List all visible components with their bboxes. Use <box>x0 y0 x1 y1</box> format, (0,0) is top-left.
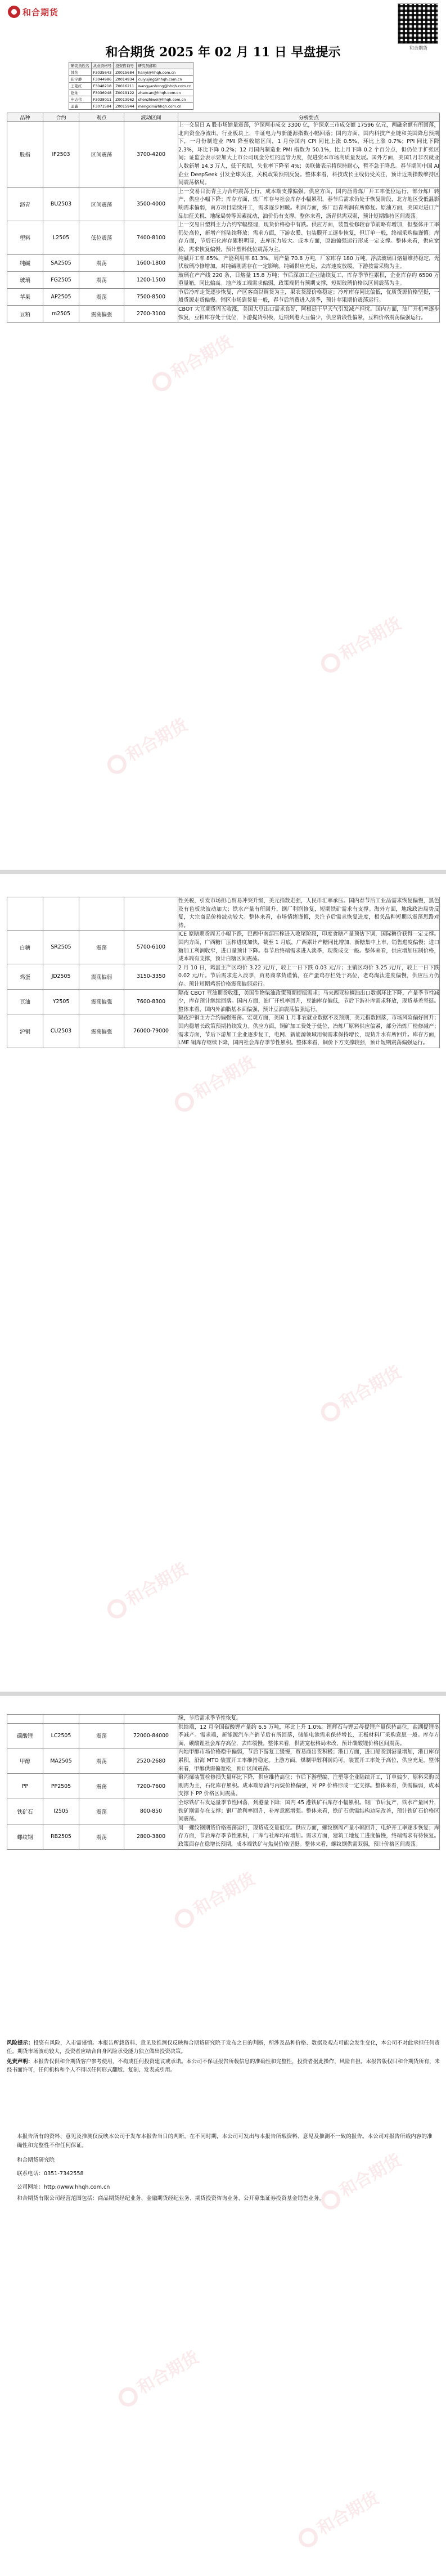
analysis-text: 性关税，引发市场担心贸易冲突升级，美元指数走强，人民币汇率承压。国内春节后工业品需求恢复偏慢，黑色及有色板块波动加大；铁水产量有所回升，钢厂利润修复，短期铁矿需求有支撑。海外方面，地缘政治局势反复，大宗商品价格波动较大。整体来看，市场情绪谨慎，关注节后需求恢复进度，相关品种短期以震荡思路对待。 <box>178 897 440 931</box>
contract-code: IF2503 <box>43 122 79 188</box>
commodity-name: 苹果 <box>7 288 43 305</box>
contract-code: MA2505 <box>43 1748 79 1774</box>
commodity-name: 白糖 <box>7 931 43 964</box>
commodity-row <box>7 306 440 323</box>
commodity-row <box>7 931 440 964</box>
commodity-row <box>7 221 440 254</box>
analyst-info-cell: Z0014934 <box>114 76 136 83</box>
commodity-name: 铁矿石 <box>7 1799 43 1824</box>
outlook-table-2 <box>7 897 440 1048</box>
analyst-name-cell: 研究员姓名 <box>69 62 92 69</box>
analyst-info-cell: 投资咨询号 <box>114 62 136 69</box>
price-range: 3700-4200 <box>124 122 178 188</box>
market-view <box>79 1715 124 1724</box>
brand-name: 和合期货 <box>22 7 59 17</box>
disclaimer-label: 免责声明： <box>7 2059 33 2065</box>
commodity-row <box>7 254 440 271</box>
commodity-name: 沥青 <box>7 187 43 221</box>
commodity-row <box>7 989 440 1014</box>
price-range: 1600-1800 <box>124 254 178 271</box>
analyst-info-cell: Z0013962 <box>114 96 136 103</box>
analysis-text: 玻璃在产产线 220 条，日熔量 15.8 万吨；节后深加工企业陆续复工，库存季节性累积，企业库存约 6500 万重量箱，同比偏高。地产竣工端需求偏弱，政策端仍有预期支撑，短期玻璃价格以区间震荡为主。 <box>178 271 440 288</box>
market-view: 震荡偏强 <box>79 306 124 323</box>
contract-code <box>43 1715 79 1724</box>
market-view: 震荡偏强 <box>79 1014 124 1048</box>
analyst-name-cell: 申志伟 <box>69 96 92 103</box>
commodity-row <box>7 271 440 288</box>
analyst-info-cell: wangyanhong@hhqh.com.cn <box>136 83 193 90</box>
analysis-text: 隔夜沪铜主力合约偏强震荡。宏观方面，美国 1 月非农就业数据不及预期，美元指数回落，市场风险偏好回升；国内稳增长政策预期持续发力。供应方面，铜矿加工费处于低位，冶炼厂原料供应偏紧，部分冶炼厂检修减产；需求方面，节后下游加工企业逐步复工，电网、新能源领域用铜需求保持增长，现货升水有所回升。库存方面，LME 铜库存继续下降，国内社会库存季节性累积。整体来看，铜价下方支撑较强，预计短期震荡偏强运行。 <box>178 1014 440 1048</box>
price-range: 3500-4000 <box>124 187 178 221</box>
contract-code: LC2505 <box>43 1723 79 1748</box>
contract-code: Y2505 <box>43 989 79 1014</box>
analysis-text: 2 月 10 日，鸡蛋主产区均价 3.22 元/斤，较上一日下跌 0.03 元/斤；主销区均价 3.25 元/斤，较上一日下跌 0.02 元/斤。节后需求进入淡季，贸易商拿货谨慎，在产蛋鸡存栏处于高位，老鸡淘汰进度偏慢，供应压力仍存。预计短期鸡蛋价格震荡偏弱运行。 <box>178 964 440 989</box>
analyst-row <box>69 96 193 103</box>
analyst-info-cell: hanyi@hhqh.com.cn <box>136 69 193 76</box>
commodity-name: 豆油 <box>7 989 43 1014</box>
contract-code: AP2505 <box>43 288 79 305</box>
commodity-name: 塑料 <box>7 221 43 254</box>
analyst-name-cell: 韩怡 <box>69 69 92 76</box>
price-range: 2520-2680 <box>124 1748 178 1774</box>
analyst-info-cell: 从业资格号 <box>91 62 114 69</box>
market-view: 低位震荡 <box>79 221 124 254</box>
market-view: 震荡 <box>79 288 124 305</box>
analyst-info-cell: 研究员邮箱 <box>136 62 193 69</box>
contract-code: JD2505 <box>43 964 79 989</box>
price-range: 7400-8100 <box>124 221 178 254</box>
analyst-name-cell: 崔宇静 <box>69 76 92 83</box>
market-view: 震荡 <box>79 1774 124 1799</box>
market-view: 震荡偏强 <box>79 989 124 1014</box>
analysis-text: 纯碱开工率 85%，产能利用率 81.3%，周产量 70.8 万吨，厂家库存 180 万吨。浮法玻璃日熔量维持稳定，光伏玻璃冷修增加，对纯碱刚需存在一定影响。纯碱供应充足，去库速度放缓，下游按需采购为主。 <box>178 254 440 271</box>
analysis-text: CBOT 大豆期货周五收涨，美国大豆出口需求良好，阿根廷干旱天气引发减产担忧。国内方面，油厂开机率逐步恢复，豆粕库存处于低位，下游提货积极，近期到港大豆偏少，供应阶段性偏紧，豆粕价格震荡偏强运行。 <box>178 306 440 323</box>
market-view: 震荡 <box>79 1824 124 1849</box>
analysis-text: 聚丙烯装置检修损失量环比下降，供应维持高位；节后下游塑编、注塑等企业陆续开工，订单偏少，原料采购以刚需为主，石化库存累积。成本端原油与丙烷价格偏强，对 PP 价格形成一定支撑。整体来看，供需偏弱，成本支撑下 PP 价格区间震荡。 <box>178 1774 440 1799</box>
commodity-row <box>7 1824 440 1849</box>
analyst-info-cell: cuiyujing@hhqh.com.cn <box>136 76 193 83</box>
contract-code: m2505 <box>43 306 79 323</box>
column-header-name: 品种 <box>7 113 43 122</box>
commodity-row <box>7 122 440 188</box>
contact-block <box>17 2132 433 2203</box>
analyst-info-cell: mengxin@hhqh.com.cn <box>136 103 193 110</box>
price-range: 7600-8300 <box>124 989 178 1014</box>
price-range: 3150-3350 <box>124 964 178 989</box>
commodity-name: 股指 <box>7 122 43 188</box>
contract-code: SR2505 <box>43 931 79 964</box>
disclaimer-text: 本报告仅供和合期货客户参考使用，不构成任何投资建议或承诺。本公司不保证报告所载信息的准确性和完整性，投资者据此操作，风险自担。本报告版权归和合期货所有，未经书面许可，任何机构和个人不得以任何形式翻版、复制、发表或引用。 <box>7 2059 440 2073</box>
market-view: 区间震荡 <box>79 122 124 188</box>
analyst-name-cell: 孟鑫 <box>69 103 92 110</box>
analysis-text: 周一螺纹钢期货价格震荡运行，现货成交量低位。供应方面，螺纹钢周产量小幅回升，电炉开工率逐步恢复；库存方面，节后库存季节性累积，厂库与社库均有增加。需求方面，建筑工地复工进度偏慢，终端需求有待恢复。政策面存在稳增长预期，成本端铁矿与焦炭价格坚挺。整体来看，螺纹钢供需双弱，预计价格区间震荡。 <box>178 1824 440 1849</box>
market-view: 震荡 <box>79 931 124 964</box>
market-view: 震荡 <box>79 1723 124 1748</box>
price-range: 72000-84000 <box>124 1723 178 1748</box>
column-header-view: 观点 <box>79 113 124 122</box>
contact-scope: 和合期货有限公司经营范围包括：商品期货经纪业务、金融期货经纪业务、期货投资咨询业务、公开募集证券投资基金销售业务。 <box>17 2195 325 2202</box>
commodity-row <box>7 1014 440 1048</box>
price-range: 5700-6100 <box>124 931 178 964</box>
contract-code: RB2505 <box>43 1824 79 1849</box>
price-range <box>124 897 178 931</box>
commodity-name: 纯碱 <box>7 254 43 271</box>
contact-dept: 和合期货研究院 <box>17 2157 55 2163</box>
analyst-info-cell: zhaocan@hhqh.com.cn <box>136 90 193 96</box>
analyst-info-cell: Z0019122 <box>114 90 136 96</box>
analyst-row <box>69 90 193 96</box>
qr-code-icon <box>398 3 438 44</box>
commodity-name: 沪铜 <box>7 1014 43 1048</box>
commodity-name: 玻璃 <box>7 271 43 288</box>
commodity-row <box>7 897 440 931</box>
page-separator <box>0 1692 446 1696</box>
commodity-name <box>7 897 43 931</box>
column-header-code: 合约 <box>43 113 79 122</box>
analyst-row <box>69 83 193 90</box>
analysis-text: 隔夜 CBOT 豆油期货收涨，美国生物柴油政策预期提振需求；马来西亚棕榈油出口数据环比下降，产量季节性减少，库存预计继续回落。国内方面，油厂开机率回升，豆油库存偏低，节后下游补库需求释放，现货基差坚挺。整体来看，国内外油脂基本面偏强，预计豆油震荡偏强运行。 <box>178 989 440 1014</box>
contract-code: PP2505 <box>43 1774 79 1799</box>
analyst-info-cell: Z0015944 <box>114 103 136 110</box>
commodity-row <box>7 187 440 221</box>
analysis-text: 缘，节后需求季节性恢复。 <box>178 1715 440 1724</box>
contact-intro: 本报告所有的资料、意见及推测仅反映本公司于发布本报告当日的判断，在不同时期，本公司可发出与本报告所载资料、意见及推测不一致的报告。本公司对报告所载内容的准确性和完整性不作任何保证。 <box>17 2134 433 2149</box>
market-view: 震荡 <box>79 1799 124 1824</box>
page-1 <box>0 0 446 870</box>
analysis-text: 内地甲醇市场价格稳中偏弱，节后下游复工缓慢，贸易商出货积极；港口方面，进口船货到港量增加，港口库存累积，沿海 MTO 装置开工率维持稳定。上游方面，煤制甲醇利润尚可，装置开工率处于高位，供应充足。整体来看，甲醇供需偏宽松，预计区间震荡。 <box>178 1748 440 1774</box>
column-header-reason: 分析要点 <box>178 113 440 122</box>
commodity-name <box>7 1715 43 1724</box>
market-view <box>79 897 124 931</box>
contract-code: CU2503 <box>43 1014 79 1048</box>
analysis-text: 上一交易日沥青主力合约震荡上行，成本端支撑偏强。供应方面，国内沥青炼厂开工率低位运行，部分炼厂转产，供应小幅下降；库存方面，炼厂库存与社会库存小幅累积，春节后需求仍处于恢复阶段，北方地区受低温影响需求偏弱，南方项目陆续开工，需求逐步回暖。利润方面，炼厂沥青利润有所修复。原油方面，美国对进口产品加征关税、地缘局势等因素扰动，油价仍有支撑。整体来看，沥青供需双弱，预计短期维持区间震荡。 <box>178 187 440 221</box>
analyst-info-cell: F3044986 <box>91 76 114 83</box>
market-view: 震荡 <box>79 1748 124 1774</box>
price-range: 1200-1500 <box>124 271 178 288</box>
analyst-name-cell: 赵灿 <box>69 90 92 96</box>
page-2 <box>0 874 446 1692</box>
commodity-name: 碳酸锂 <box>7 1723 43 1748</box>
contract-code: BU2503 <box>43 187 79 221</box>
page-title: 和合期货 2025 年 02 月 11 日 早盘提示 <box>105 45 341 60</box>
analyst-info-cell: F3048218 <box>91 83 114 90</box>
commodity-row <box>7 1799 440 1824</box>
market-view: 震荡 <box>79 254 124 271</box>
risk-label: 风险提示： <box>7 2040 34 2046</box>
contact-site: 公司网址：http://www.hhqh.com.cn <box>17 2184 110 2190</box>
commodity-name: 豆粕 <box>7 306 43 323</box>
commodity-row <box>7 1774 440 1799</box>
qr-caption: 和合期货 <box>409 46 427 51</box>
analyst-row <box>69 76 193 83</box>
analysis-text: 上一交易日塑料主力合约窄幅整理，现货价格稳中有跌。供应方面，装置检修较春节前略有增加，但整体开工率仍处高位，新增产能陆续释放；需求方面，下游农膜、包装膜开工逐步恢复，但订单一般，终端采购偏谨慎；库存方面，节后石化库存累积明显，去库压力较大。成本方面，原油偏强运行形成一定支撑。整体来看，供应宽松，需求恢复偏慢，预计塑料低位震荡为主。 <box>178 221 440 254</box>
table-header-row <box>7 113 440 122</box>
analyst-info-cell: shenzhiwei@hhqh.com.cn <box>136 96 193 103</box>
market-view: 震荡偏弱 <box>79 964 124 989</box>
contract-code: I2505 <box>43 1799 79 1824</box>
price-range: 800-850 <box>124 1799 178 1824</box>
price-range: 7200-7600 <box>124 1774 178 1799</box>
commodity-row <box>7 1723 440 1748</box>
commodity-name: 甲醇 <box>7 1748 43 1774</box>
page-separator <box>0 870 446 874</box>
analyst-info-cell: F3035643 <box>91 69 114 76</box>
contract-code: SA2505 <box>43 254 79 271</box>
price-range <box>124 1715 178 1724</box>
contact-phone: 联系电话：0351-7342558 <box>17 2171 84 2177</box>
contract-code: L2505 <box>43 221 79 254</box>
analyst-info-cell: F3038011 <box>91 96 114 103</box>
brand-logo <box>8 6 58 18</box>
analyst-info-cell: F3036948 <box>91 90 114 96</box>
analysis-text: 全球铁矿石发运量季节性回落，到港量下降；国内 45 港铁矿石库存小幅累积。钢厂节后复产，铁水产量回升，铁矿刚需存在支撑；钢厂盈利率回升，补库意愿增强。整体来看，铁矿石供需结构边际改善，预计铁矿石价格区间震荡。 <box>178 1799 440 1824</box>
risk-text: 投资有风险，入市需谨慎。本报告所载资料、意见及推测仅反映和合期货研究院于发布之日的判断，所涉及品种价格、数据及观点可能会发生变化，本公司不对此承担任何责任。期货市场波动较大，投资者应结合自身风险承受能力独立做出投资决策。 <box>7 2040 440 2055</box>
analyst-name-cell: 王艳红 <box>69 83 92 90</box>
price-range: 2700-3100 <box>124 306 178 323</box>
page-3 <box>0 1696 446 2576</box>
brand-logo-icon <box>8 6 20 18</box>
price-range: 76000-79000 <box>124 1014 178 1048</box>
analysis-text: 节后冷库走货逐步恢复，产区客商以调货为主，果农货源价格稳定；冷库库存同比偏低，优质货源价格坚挺，一般货源走货偏慢。销区市场到货量一般，春节后消费进入淡季，预计苹果期价震荡运行。 <box>178 288 440 305</box>
analyst-info-cell: Z0016211 <box>114 83 136 90</box>
market-view: 区间震荡 <box>79 187 124 221</box>
analyst-row <box>69 103 193 110</box>
analyst-row <box>69 69 193 76</box>
analyst-info-cell: Z0015684 <box>114 69 136 76</box>
commodity-name: 螺纹钢 <box>7 1824 43 1849</box>
commodity-row <box>7 964 440 989</box>
analyst-info-cell: F3071584 <box>91 103 114 110</box>
analysis-text: 上一交易日 A 股市场缩量震荡，沪深两市成交 3300 亿，沪深京三市成交额 17596 亿元，两融余额有所回落，北向资金净流出。行业板块上，中证电力与新能源指数小幅回落；国内方面，国内科技产业链和美国降息预期下，一月份制造业 PMI 降至收缩区间，1 月份国内 CPI 同比上涨 0.5%，环比上涨 0.7%；PPI 同比下降 2.3%，环比下降 0.2%；12 月国内制造业 PMI 指数为 50.1%，比上月下降 0.2 个百分点，但仍位于扩张区间；证监会表示要加大上市公司现金分红的监管力度，促进资本市场高质量发展。国外方面，美国1月非农就业人数新增 14.3 万人，低于预期，失业率下降至 4%；美联储表示将保持耐心，暂不急于降息。春节期间中国 AI 企业 DeepSeek 引发全球关注，关税政策预期反复。整体来看，科技成长主线仍受关注，预计近期指数维持区间震荡格局。 <box>178 122 440 188</box>
contract-code <box>43 897 79 931</box>
outlook-table-3 <box>7 1714 440 1850</box>
market-view: 震荡 <box>79 271 124 288</box>
commodity-row <box>7 1715 440 1724</box>
analysis-text: 供给端，12 月全国碳酸锂产量约 6.5 万吨，环比上升 1.0%。锂辉石与锂云母提锂产量保持高位，盐湖提锂冬季减产。需求端，新能源汽车产销节后有所回落，储能电池需求保持增长，正极材料厂采购意愿一般。库存方面，碳酸锂社会库存高位，去库缓慢。整体来看，供需宽松格局未改，预计碳酸锂价格区间震荡。 <box>178 1723 440 1748</box>
price-range: 7500-8500 <box>124 288 178 305</box>
analyst-table <box>69 62 193 110</box>
column-header-range: 波动区间 <box>124 113 178 122</box>
analyst-row <box>69 62 193 69</box>
analysis-text: ICE 原糖期货周五小幅下跌，巴西中南部压榨进入收尾阶段，印度食糖产量预估下调，国际糖价获得一定支撑。国内方面，广西糖厂压榨进度加快，截至 1 月底，广西累计产糖同比增加，新糖集中上市，销售进度偏慢；进口糖加工利润收窄，进口量预计下降。春节后终端需求进入淡季，现货成交一般。整体来看，供应增加压制价格，成本端有支撑，预计白糖区间震荡。 <box>178 931 440 964</box>
outlook-table-1 <box>7 113 440 323</box>
risk-disclaimer <box>7 2040 440 2074</box>
commodity-name: PP <box>7 1774 43 1799</box>
commodity-row <box>7 288 440 305</box>
commodity-name: 鸡蛋 <box>7 964 43 989</box>
commodity-row <box>7 1748 440 1774</box>
contract-code: FG2505 <box>43 271 79 288</box>
price-range: 2800-3800 <box>124 1824 178 1849</box>
